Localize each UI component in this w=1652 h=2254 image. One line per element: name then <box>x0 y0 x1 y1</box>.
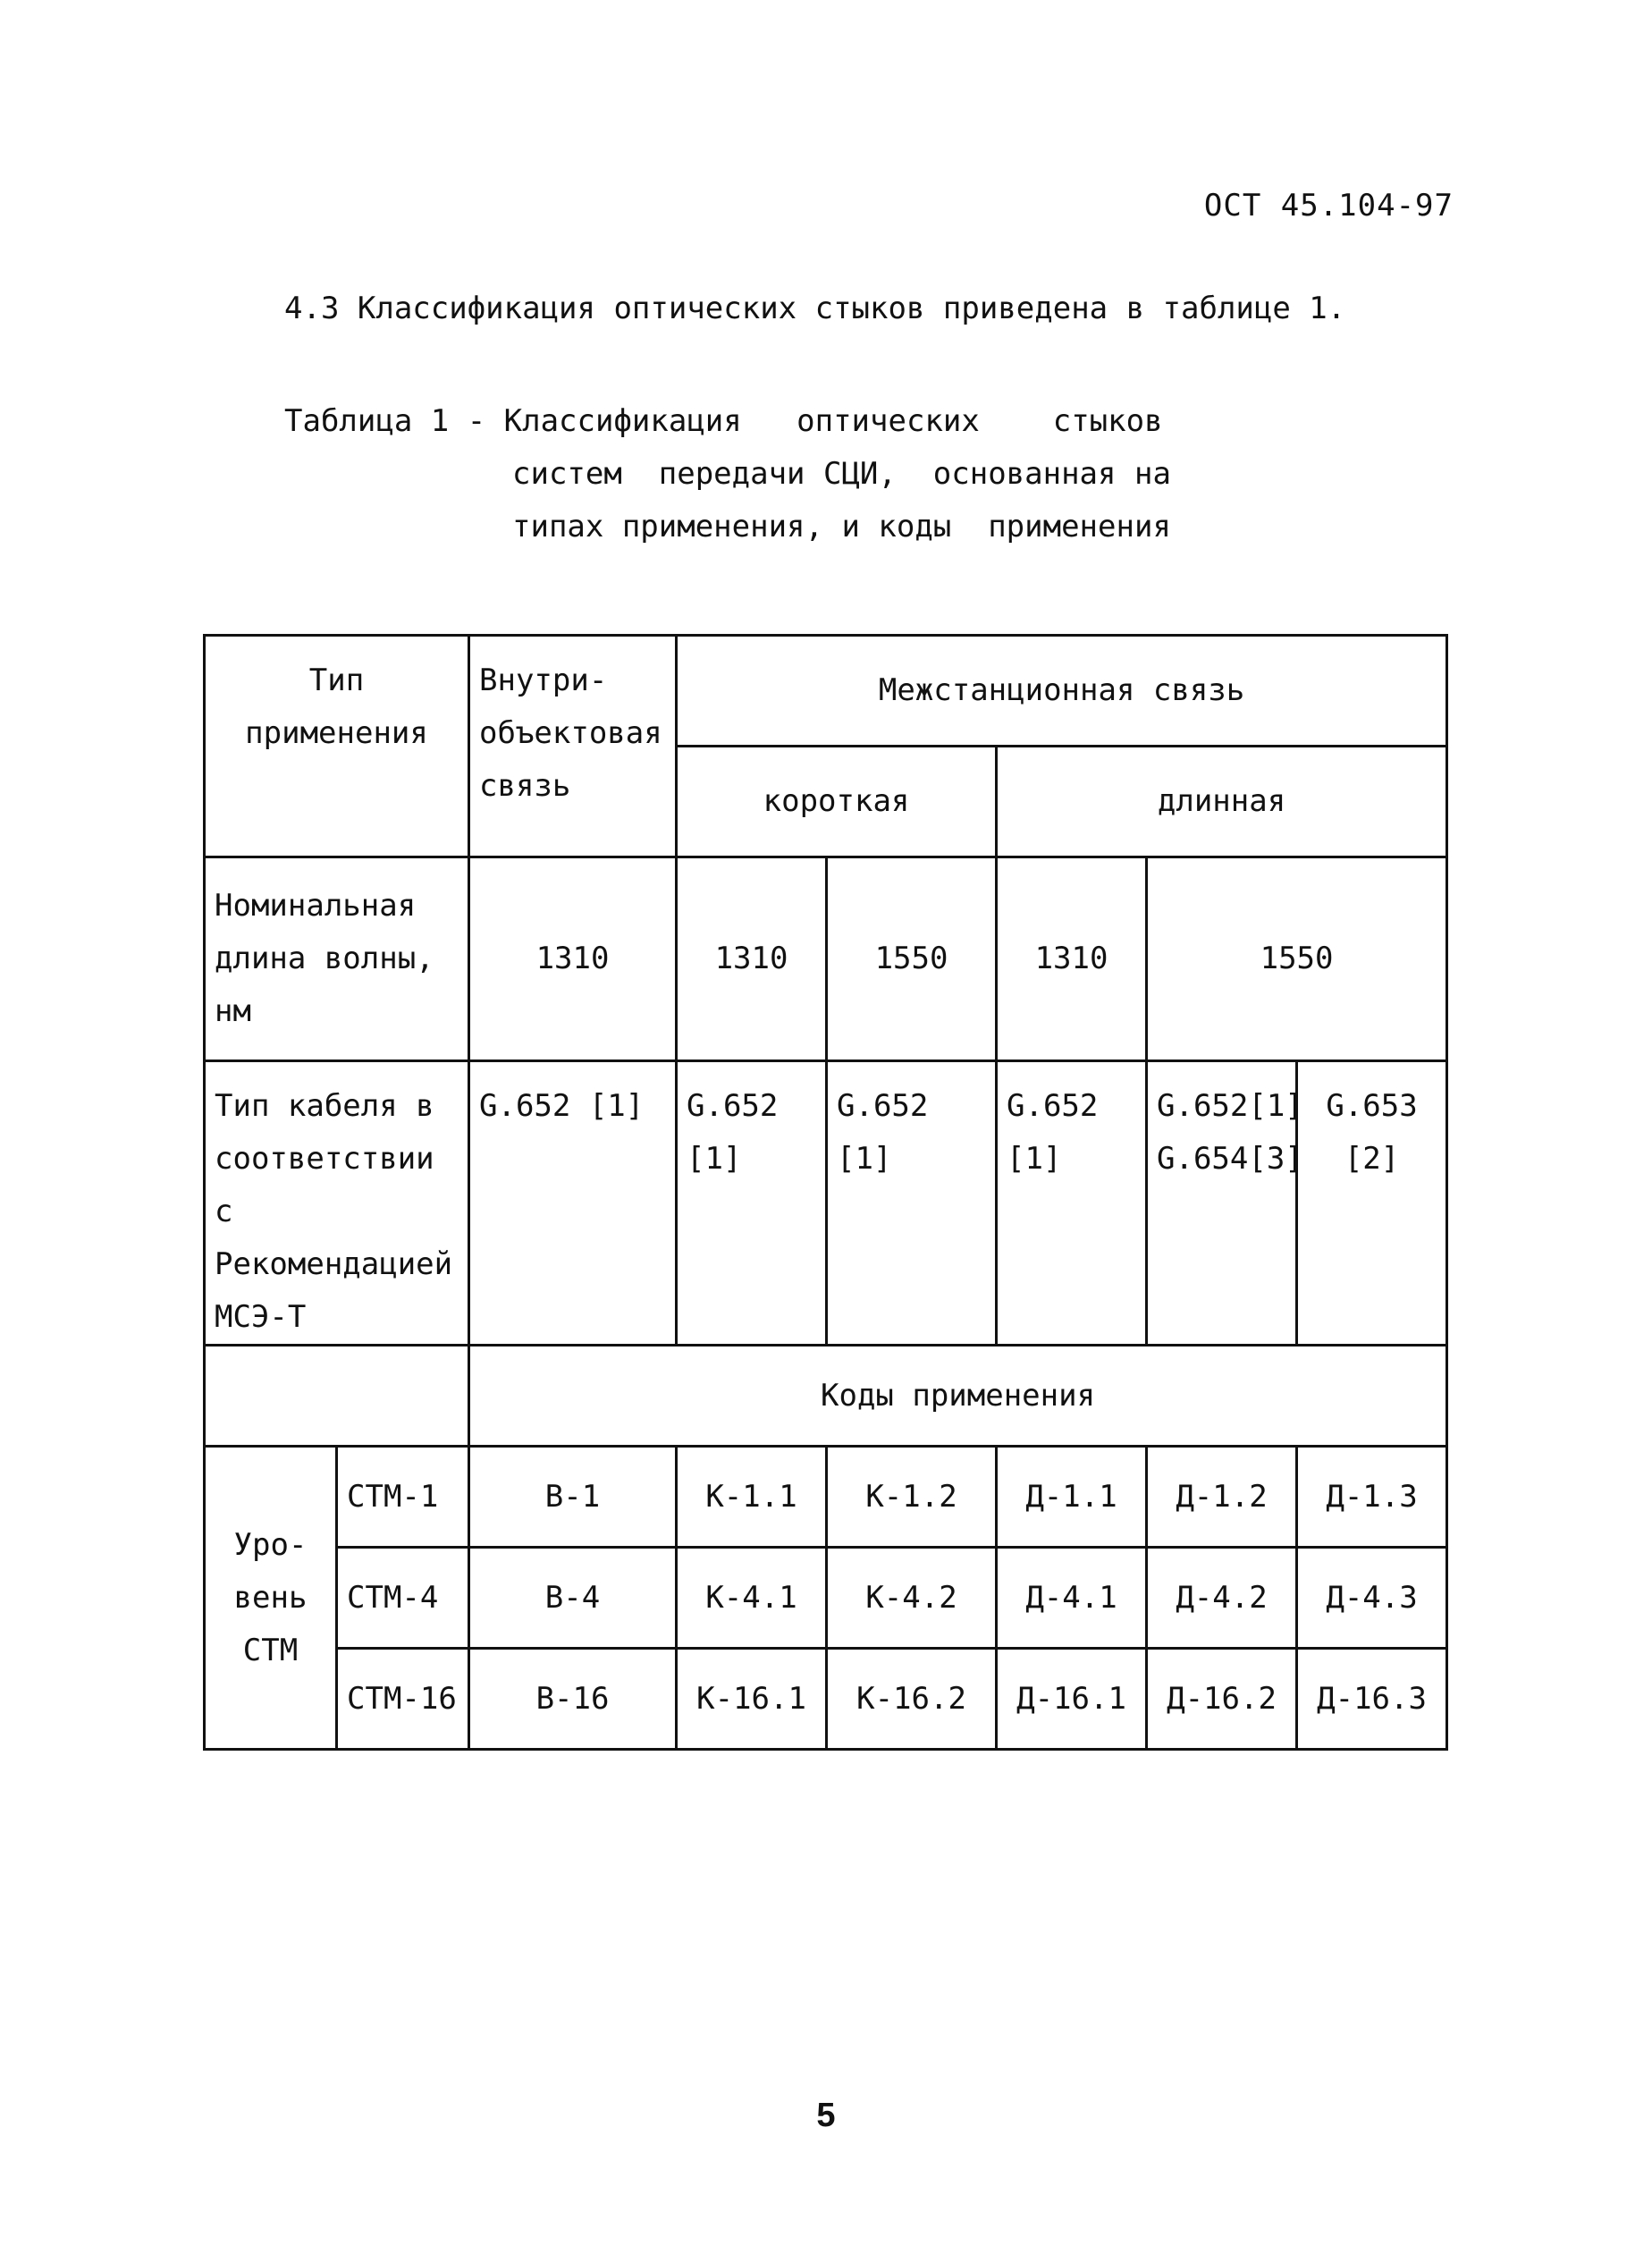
code-cell: К-4.1 <box>677 1548 827 1649</box>
cable-cell: G.653 [2] <box>1297 1061 1447 1346</box>
code-cell: Д-16.3 <box>1297 1649 1447 1750</box>
code-cell: Д-1.3 <box>1297 1447 1447 1548</box>
wavelength-label: Номинальная длина волны, нм <box>205 857 469 1061</box>
app-type-header: Тип применения <box>205 636 469 857</box>
code-cell: К-16.1 <box>677 1649 827 1750</box>
code-cell: Д-4.2 <box>1147 1548 1297 1649</box>
intro-paragraph: 4.3 Классификация оптических стыков приведена в таблице 1. <box>284 291 1346 326</box>
long-header: длинная <box>997 747 1447 857</box>
code-cell: К-1.1 <box>677 1447 827 1548</box>
caption-line-3: типах применения, и коды применения <box>512 509 1171 545</box>
wavelength-cell: 1310 <box>677 857 827 1061</box>
wavelength-cell: 1550 <box>1147 857 1447 1061</box>
code-cell: Д-4.1 <box>997 1548 1147 1649</box>
wavelength-cell: 1310 <box>469 857 677 1061</box>
level-cell: СТМ-1 <box>337 1447 469 1548</box>
code-cell: Д-4.3 <box>1297 1548 1447 1649</box>
caption-line-2: систем передачи СЦИ, основанная на <box>512 456 1171 492</box>
short-header: короткая <box>677 747 997 857</box>
level-cell: СТМ-16 <box>337 1649 469 1750</box>
code-cell: Д-1.1 <box>997 1447 1147 1548</box>
cable-cell: G.652 [1] <box>677 1061 827 1346</box>
inter-header: Межстанционная связь <box>677 636 1447 747</box>
empty-cell <box>205 1346 469 1447</box>
code-cell: В-16 <box>469 1649 677 1750</box>
level-cell: СТМ-4 <box>337 1548 469 1649</box>
classification-table <box>203 634 1448 1751</box>
code-cell: Д-1.2 <box>1147 1447 1297 1548</box>
document-code: ОСТ 45.104-97 <box>1203 188 1454 224</box>
cable-cell: G.652 [1] <box>827 1061 997 1346</box>
cable-cell: G.652 [1] <box>469 1061 677 1346</box>
level-label: Уро-вень СТМ <box>205 1447 337 1750</box>
code-cell: К-4.2 <box>827 1548 997 1649</box>
code-cell: К-16.2 <box>827 1649 997 1750</box>
intra-header: Внутри-объектовая связь <box>469 636 677 857</box>
code-cell: Д-16.2 <box>1147 1649 1297 1750</box>
code-cell: В-4 <box>469 1548 677 1649</box>
codes-header: Коды применения <box>469 1346 1447 1447</box>
cable-type-label: Тип кабеля в соответствии с Рекомендацией МСЭ-Т <box>205 1061 469 1346</box>
wavelength-cell: 1550 <box>827 857 997 1061</box>
cable-cell: G.652[1] G.654[3] <box>1147 1061 1297 1346</box>
cable-cell: G.652 [1] <box>997 1061 1147 1346</box>
table-caption <box>284 395 1171 553</box>
code-cell: В-1 <box>469 1447 677 1548</box>
code-cell: К-1.2 <box>827 1447 997 1548</box>
page-number: 5 <box>816 2097 836 2134</box>
wavelength-cell: 1310 <box>997 857 1147 1061</box>
caption-line-1: Таблица 1 - Классификация оптических стыков <box>284 403 1163 439</box>
code-cell: Д-16.1 <box>997 1649 1147 1750</box>
